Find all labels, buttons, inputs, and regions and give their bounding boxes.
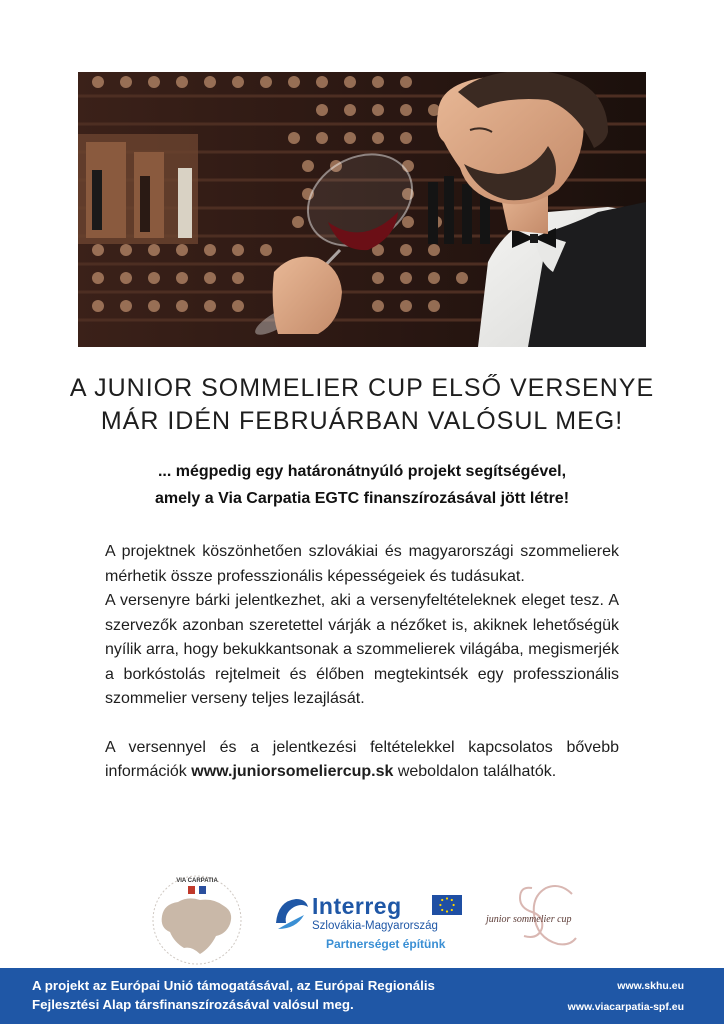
interreg-wordmark: Interreg — [312, 893, 402, 919]
via-carpatia-logo — [144, 868, 250, 968]
via-carpatia-emblem-icon — [144, 868, 250, 968]
subhead-line-2: amely a Via Carpatia EGTC finanszírozásával jött létre! — [154, 490, 570, 507]
subheadline — [0, 458, 724, 512]
interreg-country-label: Szlovákia-Magyarország — [312, 920, 438, 932]
interreg-swoosh-icon — [274, 893, 310, 933]
footer-links — [568, 976, 684, 1018]
interreg-tagline: Partnerséget építünk — [326, 937, 446, 951]
footer-link-viacarpatia[interactable]: www.viacarpatia-spf.eu — [567, 1001, 684, 1013]
body-paragraph-1: A projektnek köszönhetően szlovákiai és magyarországi szommelierek mérhetik össze professzionális képességeiek és tudásukat. — [105, 543, 619, 585]
jsc-wordmark: junior sommelier cup — [486, 914, 572, 925]
via-carpatia-title: VIA CARPATIA — [176, 878, 218, 884]
footer-funding-note: A projekt az Európai Unió támogatásával, az Európai Regionális Fejlesztési Alap társfinanszírozásával valósul meg. — [32, 978, 435, 1012]
headline-line-2: MÁR IDÉN FEBRUÁRBAN VALÓSUL MEG! — [100, 407, 624, 435]
hero-photo — [78, 72, 646, 347]
body-paragraph-2: A versenyre bárki jelentkezhet, aki a versenyfeltételeknek eleget tesz. A szervezők azonban szeretettel várják a nézőket is, akiknek lehetőségük nyílik arra, hogy bekukkantsonak a szommelierek világába, megismerjék a borkóstolás rejtelmeit és élőben megtekintsék egy professzionális szommelier verseny teljes lezajlását. — [105, 592, 619, 707]
footer-link-skhu[interactable]: www.skhu.eu — [617, 980, 684, 992]
body-p3-text-after: weboldalon találhatók. — [393, 763, 557, 780]
footer-bar — [0, 968, 724, 1024]
eu-flag-icon — [432, 895, 462, 917]
body-text — [105, 540, 619, 785]
sommelier-photo-illustration — [78, 72, 646, 347]
page-headline — [0, 372, 724, 438]
body-paragraph-3 — [105, 736, 619, 785]
website-link[interactable]: www.juniorsomeliercup.sk — [191, 763, 394, 780]
junior-sommelier-cup-logo — [480, 878, 600, 958]
body-p3-text-before: A versennyel és a jelentkezési feltételekkel kapcsolatos bővebb információk — [105, 738, 619, 780]
headline-line-1: A JUNIOR SOMMELIER CUP ELSŐ VERSENYE — [69, 374, 655, 402]
subhead-line-1: ... mégpedig egy határonátnyúló projekt segítségével, — [157, 463, 567, 480]
interreg-logo — [272, 893, 472, 957]
